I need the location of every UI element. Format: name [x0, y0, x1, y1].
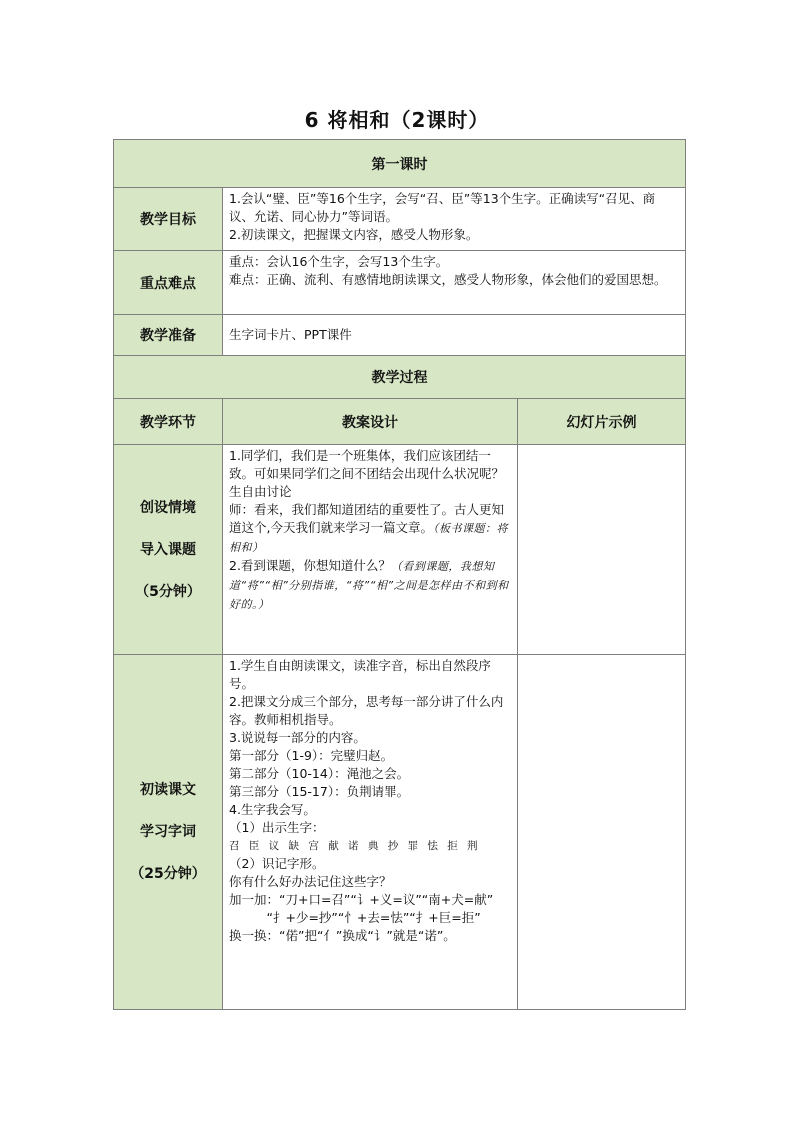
- goals-label: 教学目标: [114, 188, 223, 251]
- stage1-design: [223, 445, 518, 655]
- stage1-line: 1.同学们，我们是一个班集体，我们应该团结一致。可如果同学们之间不团结会出现什么状况呢？: [229, 448, 505, 481]
- preparation-content: 生字词卡片、PPT课件: [223, 315, 686, 356]
- section-process: 教学过程: [114, 356, 686, 399]
- stage1-line-text: 2.看到课题，你想知道什么？: [229, 558, 391, 573]
- stage2-slide-cell: [518, 655, 686, 1010]
- stage2-design: [223, 655, 518, 1010]
- key-points-content: [223, 251, 686, 315]
- stage2-line: （2）识记字形。: [229, 856, 325, 871]
- stage2-label-line1: 初读课文: [140, 782, 196, 798]
- stage2-new-characters: 召 臣 议 缺 宫 献 诺 典 抄 罪 怯 拒 荆: [229, 840, 481, 852]
- stage2-line: 第一部分（1-9）：完璧归赵。: [229, 748, 394, 763]
- stage2-label-line2: 学习字词: [140, 824, 196, 840]
- stage2-line: 第二部分（10-14）：渑池之会。: [229, 766, 410, 781]
- stage2-line: 1.学生自由朗读课文，读准字音，标出自然段序号。: [229, 658, 491, 691]
- lesson-plan-table: [113, 139, 686, 1010]
- stage1-line: [229, 557, 512, 614]
- stage1-handwritten-note: （看到课题，我想知道“将”“相”分别指谁，“将”“相”之间是怎样由不和到和好的。）: [229, 560, 509, 611]
- col-header-stage: 教学环节: [114, 399, 223, 445]
- stage2-line: 2.把课文分成三个部分，思考每一部分讲了什么内容。教师相机指导。: [229, 694, 504, 727]
- goals-line-2: 2.初读课文，把握课文内容，感受人物形象。: [229, 227, 479, 242]
- stage1-label-line2: 导入课题: [140, 541, 196, 558]
- goals-content: [223, 188, 686, 251]
- stage1-label-line1: 创设情境: [140, 499, 196, 516]
- stage1-line: [229, 501, 512, 557]
- section-first-lesson: 第一课时: [114, 140, 686, 188]
- lesson-title: 6 将相和（2课时）: [304, 108, 490, 132]
- stage1-line-text: 师：看来，我们都知道团结的重要性了。古人更知道这个,今天我们就来学习一篇文章。: [229, 502, 505, 535]
- stage2-line: 4.生字我会写。: [229, 802, 316, 817]
- stage2-line: 加一加：“刀+口=召”“讠+义=议”“南+犬=献”: [229, 892, 494, 907]
- stage2-line: 3.说说每一部分的内容。: [229, 730, 366, 745]
- stage2-line: （1）出示生字：: [229, 820, 325, 835]
- stage2-line: 第三部分（15-17）：负荆请罪。: [229, 784, 410, 799]
- key-point-line: 重点：会认16个生字，会写13个生字。: [229, 254, 449, 269]
- col-header-slides: 幻灯片示例: [518, 399, 686, 445]
- stage1-handwritten-note: （板书课题：将相和）: [229, 522, 508, 554]
- stage2-duration: （25分钟）: [130, 866, 206, 882]
- stage1-slide-cell: [518, 445, 686, 655]
- col-header-design: 教案设计: [223, 399, 518, 445]
- stage2-line: “扌+少=抄”“忄+去=怯”“扌+巨=拒”: [266, 910, 481, 925]
- goals-line-1: 1.会认“璧、臣”等16个生字，会写“召、臣”等13个生字。正确读写“召见、商议、允诺、同心协力”等词语。: [229, 191, 656, 224]
- stage2-line: 你有什么好办法记住这些字？: [229, 874, 392, 889]
- stage1-line: 生自由讨论: [229, 484, 292, 499]
- stage2-label: [114, 655, 223, 1010]
- stage2-line: 换一换：“偌”把“亻”换成“讠”就是“诺”。: [229, 928, 456, 943]
- preparation-label: 教学准备: [114, 315, 223, 356]
- key-points-label: 重点难点: [114, 251, 223, 315]
- difficulty-line: 难点：正确、流利、有感情地朗读课文，感受人物形象，体会他们的爱国思想。: [229, 272, 667, 287]
- stage1-label: [114, 445, 223, 655]
- stage1-duration: （5分钟）: [135, 583, 201, 600]
